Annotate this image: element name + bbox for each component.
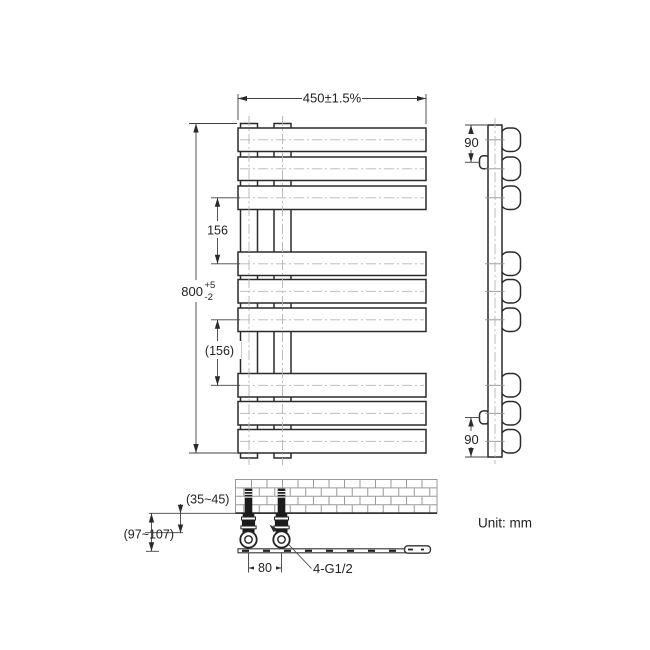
height-tol-minus: -2	[204, 292, 213, 303]
arrowhead	[215, 376, 220, 385]
wall-to-rail-label: (97~107)	[123, 527, 174, 542]
dimension-pipe-spacing	[249, 553, 282, 575]
arrowhead	[178, 525, 183, 534]
pipe-right	[278, 489, 286, 516]
connection-thread-label: 4-G1/2	[313, 561, 353, 576]
arrowhead	[238, 96, 247, 101]
union-nut-right-bore	[278, 536, 285, 543]
front-view	[178, 88, 426, 465]
bar-pitch-upper-label: 156	[207, 223, 228, 238]
dimension-wall-to-elbow	[178, 493, 230, 534]
bar-pitch-lower-label: (156)	[204, 344, 235, 358]
arrowhead	[215, 320, 220, 329]
arrowhead	[215, 255, 220, 264]
union-nut-left-bore	[245, 536, 252, 543]
dimension-bar-pitch-upper	[202, 198, 240, 264]
dimension-width	[238, 88, 426, 124]
arrowhead	[468, 418, 473, 427]
unit-note: Unit: mm	[478, 515, 532, 531]
arrowhead	[149, 514, 154, 523]
valve-left	[241, 514, 256, 533]
dimension-wall-to-rail	[124, 514, 174, 552]
height-label: 800	[181, 284, 203, 299]
arrowhead	[193, 444, 198, 453]
supply-pipes	[245, 489, 286, 516]
dimension-bar-pitch-lower	[198, 320, 241, 386]
bracket-top-label: 90	[464, 135, 479, 150]
side-view	[460, 118, 521, 464]
arrowhead	[468, 448, 473, 457]
width-label: 450±1.5%	[302, 90, 362, 106]
arrowhead	[193, 124, 198, 133]
pipe-left	[245, 489, 253, 516]
installation-view	[124, 480, 437, 577]
flat-bars	[238, 128, 426, 453]
arrowhead	[215, 198, 220, 207]
dimension-height	[178, 124, 237, 454]
pipe-spacing-label: 80	[258, 561, 272, 575]
wall-to-elbow-label: (35~45)	[186, 492, 230, 507]
arrowhead	[178, 505, 183, 514]
arrowhead	[468, 125, 473, 134]
arrowhead	[468, 153, 473, 162]
height-tol-plus: +5	[204, 280, 216, 291]
side-paddles	[501, 128, 521, 453]
arrowhead	[417, 96, 426, 101]
bracket-bottom-label: 90	[464, 432, 479, 447]
valve-right	[274, 514, 289, 533]
arrowhead	[149, 542, 154, 551]
